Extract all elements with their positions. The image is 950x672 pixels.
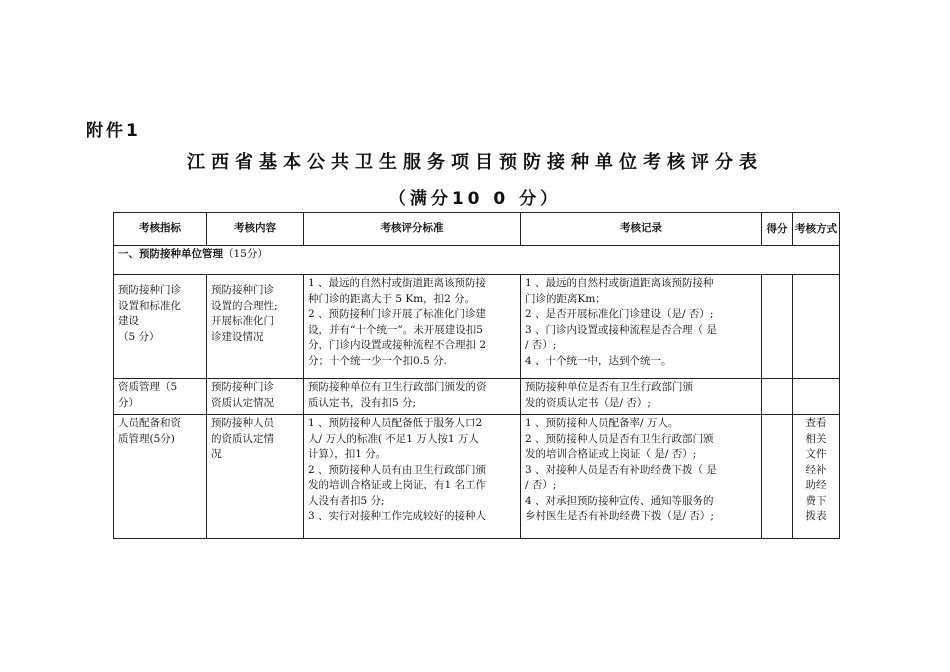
header-score: 得分: [762, 213, 793, 246]
criteria-cell: [304, 415, 521, 539]
cell-line: 资质管理（5: [118, 381, 178, 393]
cell-line: 经补: [805, 463, 827, 476]
cell-line: 资质认定情况: [211, 396, 274, 409]
indicator-cell: [114, 275, 207, 379]
cell-line: 质管理(5分): [118, 432, 175, 445]
cell-line: 查看: [805, 417, 827, 429]
cell-line: 1 、最远的自然村或街道距离该预防接种: [525, 277, 714, 289]
indicator-cell: [114, 379, 207, 415]
cell-line: 诊建设情况: [211, 330, 264, 343]
cell-line: 开展标准化门: [211, 315, 274, 327]
header-criteria: 考核评分标准: [304, 213, 521, 246]
cell-line: 相关: [805, 432, 827, 445]
cell-line: 设置和标准化: [118, 299, 181, 312]
header-method: 考核方式: [793, 213, 840, 246]
cell-line: 设置的合理性;: [211, 299, 278, 312]
cell-line: 发的培训合格证或上岗证（ 是/ 否）;: [525, 448, 697, 460]
cell-line: 3 、门诊内设置或接种流程是否合理（ 是: [525, 323, 717, 336]
content-cell: [207, 379, 304, 415]
cell-line: 费下: [805, 494, 827, 507]
score-cell: [762, 379, 793, 415]
section-points: （15分）: [223, 248, 268, 260]
cell-line: 预防接种门诊: [118, 284, 181, 296]
criteria-cell: [304, 275, 521, 379]
score-cell: [762, 415, 793, 539]
criteria-cell: [304, 379, 521, 415]
cell-line: 人/ 万人的标准( 不足1 万人按1 万人: [308, 432, 479, 445]
cell-line: 助经: [805, 479, 827, 491]
record-cell: [521, 415, 762, 539]
cell-line: 种门诊的距离大于 5 Km，扣2 分。: [308, 292, 476, 305]
cell-line: 门诊的距离Km；: [525, 292, 606, 305]
cell-line: 2 、预防接种人员有由卫生行政部门颁: [308, 463, 487, 476]
document-subtitle: （满分10 0 分）: [388, 189, 562, 209]
cell-line: 计算），扣1 分。: [308, 448, 387, 460]
cell-line: 预防接种单位有卫生行政部门颁发的资: [308, 381, 487, 393]
cell-line: 1 、最远的自然村或街道距离该预防接: [308, 277, 487, 289]
section-row: [114, 246, 840, 275]
cell-line: 分；十个统一少一个扣0.5 分.: [308, 354, 447, 367]
header-indicator: 考核指标: [114, 213, 207, 246]
cell-line: 预防接种门诊: [211, 381, 274, 393]
assessment-table: [113, 212, 840, 539]
method-cell: [793, 379, 840, 415]
cell-line: 设，并有“十个统一”。未开展建设扣5: [308, 323, 483, 336]
cell-line: （5 分）: [118, 330, 160, 343]
cell-line: / 否）;: [525, 479, 557, 491]
method-cell: [793, 415, 840, 539]
cell-line: 建设: [118, 315, 139, 327]
section-cell: [114, 246, 840, 275]
table-row: [114, 275, 840, 379]
cell-line: / 否）;: [525, 339, 557, 351]
method-cell: [793, 275, 840, 379]
section-title: 一、预防接种单位管理: [118, 248, 223, 260]
cell-line: 3 、实行对接种工作完成较好的接种人: [308, 510, 487, 522]
cell-line: 发的培训合格证或上岗证，有1 名工作: [308, 479, 487, 491]
cell-line: 人员配备和资: [118, 417, 181, 429]
cell-line: 2 、是否开展标准化门诊建设（是/ 否）;: [525, 308, 714, 320]
cell-line: 预防接种单位是否有卫生行政部门颁: [525, 381, 693, 393]
header-record: 考核记录: [521, 213, 762, 246]
cell-line: 4 、十个统一中，达到个统一。: [525, 354, 672, 367]
cell-line: 的资质认定情: [211, 432, 274, 445]
content-cell: [207, 275, 304, 379]
cell-line: 发的资质认定书（是/ 否）;: [525, 396, 651, 409]
table-row: [114, 379, 840, 415]
cell-line: 分）: [118, 396, 139, 409]
cell-line: 3 、对接种人员是否有补助经费下拨（ 是: [525, 463, 717, 476]
cell-line: 质认定书，没有扣5 分;: [308, 396, 417, 409]
cell-line: 乡村医生是否有补助经费下拨（是/ 否）;: [525, 510, 714, 522]
header-row: [114, 213, 840, 246]
cell-line: 分，门诊内设置或接种流程不合理扣 2: [308, 339, 487, 351]
content-cell: [207, 415, 304, 539]
cell-line: 1 、预防接种人员配备率/ 万人。: [525, 417, 679, 429]
record-cell: [521, 379, 762, 415]
cell-line: 预防接种人员: [211, 417, 274, 429]
document-title: 江西省基本公共卫生服务项目预防接种单位考核评分表: [187, 152, 763, 173]
score-cell: [762, 275, 793, 379]
cell-line: 2 、预防接种门诊开展了标准化门诊建: [308, 308, 487, 320]
cell-line: 1 、预防接种人员配备低于服务人口2: [308, 417, 483, 429]
cell-line: 拨表: [805, 510, 827, 522]
cell-line: 2 、预防接种人员是否有卫生行政部门颁: [525, 432, 714, 445]
cell-line: 况: [211, 448, 222, 460]
table-row: [114, 415, 840, 539]
cell-line: 人没有者扣5 分;: [308, 494, 385, 507]
cell-line: 文件: [805, 448, 827, 460]
cell-line: 4 、对承担预防接种宣传、通知等服务的: [525, 494, 714, 507]
cell-line: 预防接种门诊: [211, 284, 274, 296]
attachment-label: 附件1: [86, 121, 141, 141]
header-content: 考核内容: [207, 213, 304, 246]
record-cell: [521, 275, 762, 379]
indicator-cell: [114, 415, 207, 539]
